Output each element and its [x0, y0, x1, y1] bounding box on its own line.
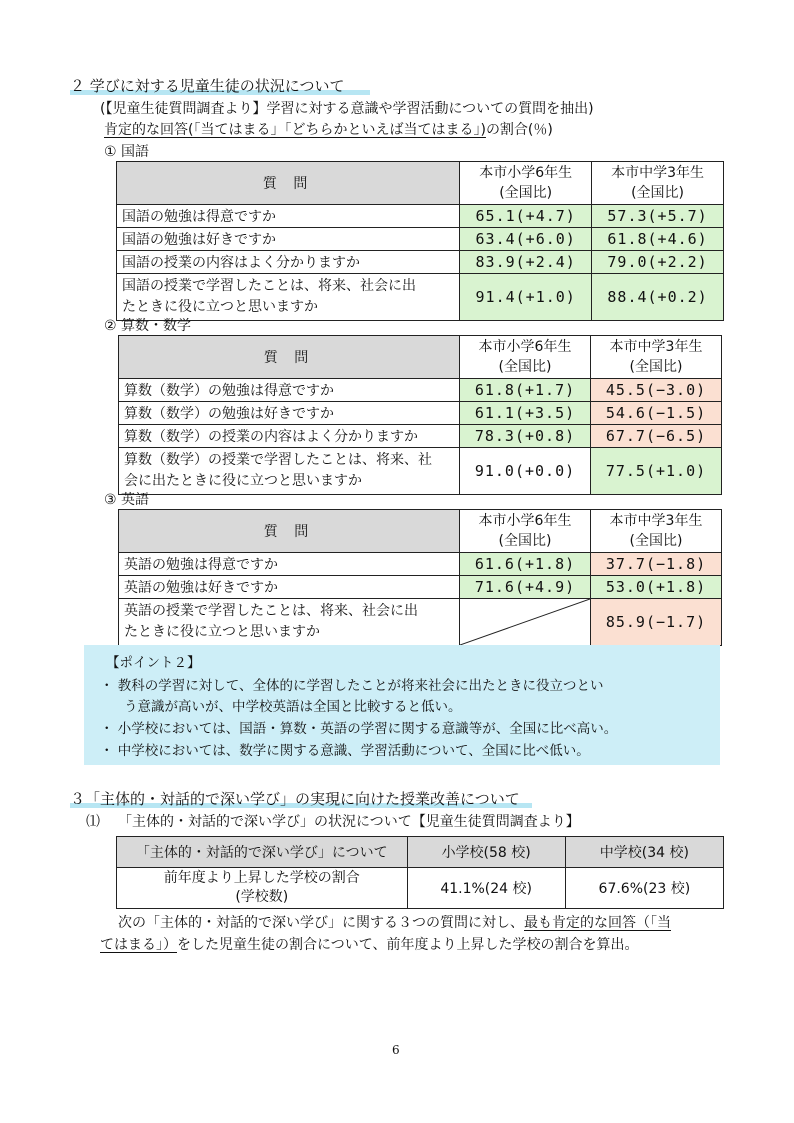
question: 国語の勉強は得意ですか: [117, 205, 460, 228]
elem-value: 61.1(+3.5): [460, 402, 591, 425]
col-topic: 「主体的・対話的で深い学び」について: [117, 837, 408, 868]
section3-sub-number: ⑴: [86, 814, 100, 830]
junior-value: 85.9(−1.7): [591, 599, 722, 646]
page-number: 6: [392, 1043, 400, 1057]
col-elem: 本市小学6年生 (全国比): [460, 336, 591, 379]
junior-value: 79.0(+2.2): [592, 251, 724, 274]
point-box: [84, 645, 720, 765]
junior-value: 54.6(−1.5): [591, 402, 722, 425]
col-junior: 本市中学3年生 (全国比): [591, 336, 722, 379]
junior-value: 37.7(−1.8): [591, 553, 722, 576]
table-row: [119, 599, 722, 646]
section3-subtitle: 「主体的・対話的で深い学び」の状況について【児童生徒質問調査より】: [118, 814, 580, 830]
diagonal-line: [460, 599, 590, 645]
elem-value: 78.3(+0.8): [460, 425, 591, 448]
elem-value: 65.1(+4.7): [460, 205, 592, 228]
table-row: [119, 553, 722, 576]
section3-heading: ３「主体的・対話的で深い学び」の実現に向けた授業改善について: [70, 790, 520, 808]
point-bullet-1-cont: う意識が高いが、中学校英語は全国と比較すると低い。: [124, 699, 462, 715]
elem-value: 61.8(+1.7): [460, 379, 591, 402]
col-question: 質 問: [119, 336, 460, 379]
junior-value: 57.3(+5.7): [592, 205, 724, 228]
table-row: [119, 576, 722, 599]
question: 英語の勉強は好きですか: [119, 576, 460, 599]
table-row: [117, 868, 724, 909]
col-question: 質 問: [117, 162, 460, 205]
deep-learning-table: [116, 836, 724, 909]
question: 英語の授業で学習したことは、将来、社会に出 たときに役に立つと思いますか: [119, 599, 460, 646]
table-row: [117, 274, 724, 321]
table-row: [119, 448, 722, 495]
junior-value: 77.5(+1.0): [591, 448, 722, 495]
paragraph-underlined-1: 最も肯定的な回答（「当: [524, 915, 671, 931]
math-label: ② 算数・数学: [104, 318, 192, 334]
question: 英語の勉強は得意ですか: [119, 553, 460, 576]
junior-value: 67.7(−6.5): [591, 425, 722, 448]
junior-value: 45.5(−3.0): [591, 379, 722, 402]
elem-value: 71.6(+4.9): [460, 576, 591, 599]
table-row: [117, 205, 724, 228]
paragraph-line-2: てはまる」）をした児童生徒の割合について、前年度より上昇した学校の割合を算出。: [100, 937, 639, 953]
question: 算数（数学）の授業の内容はよく分かりますか: [119, 425, 460, 448]
col-elem: 本市小学6年生 (全国比): [460, 510, 591, 553]
ratio-note-rest: の割合(％): [485, 122, 553, 138]
question: 国語の授業の内容はよく分かりますか: [117, 251, 460, 274]
point-title: 【ポイント２】: [106, 655, 201, 671]
ratio-note-underlined: 肯定的な回答(「当てはまる」「どちらかといえば当てはまる」): [104, 122, 486, 138]
elem-value: 91.4(+1.0): [460, 274, 592, 321]
elem-value: 83.9(+2.4): [460, 251, 592, 274]
english-label: ③ 英語: [104, 492, 150, 508]
col-question: 質 問: [119, 510, 460, 553]
japanese-table: [116, 161, 724, 321]
junior-value: 61.8(+4.6): [592, 228, 724, 251]
point-bullet-3: ・ 中学校においては、数学に関する意識、学習活動について、全国に比べ低い。: [100, 743, 590, 759]
junior-value: 88.4(+0.2): [592, 274, 724, 321]
elem-value: 91.0(+0.0): [460, 448, 591, 495]
paragraph-line-1: 次の「主体的・対話的で深い学び」に関する３つの質問に対し、最も肯定的な回答（「当: [118, 915, 671, 931]
table-row: [117, 251, 724, 274]
japanese-label: ① 国語: [104, 144, 150, 160]
col-elem: 小学校(58 校): [407, 837, 565, 868]
question: 国語の勉強は好きですか: [117, 228, 460, 251]
col-junior: 本市中学3年生 (全国比): [592, 162, 724, 205]
table-row: [119, 402, 722, 425]
math-table: [118, 335, 722, 495]
point-bullet-2: ・ 小学校においては、国語・算数・英語の学習に関する意識等が、全国に比べ高い。: [100, 721, 618, 737]
point-bullet-1: ・ 教科の学習に対して、全体的に学習したことが将来社会に出たときに役立つとい: [100, 678, 604, 694]
question: 算数（数学）の授業で学習したことは、将来、社 会に出たときに役に立つと思いますか: [119, 448, 460, 495]
col-junior: 本市中学3年生 (全国比): [591, 510, 722, 553]
ratio-note: [104, 119, 553, 139]
table-row: [119, 379, 722, 402]
col-elem: 本市小学6年生 (全国比): [460, 162, 592, 205]
col-junior: 中学校(34 校): [565, 837, 723, 868]
question: 国語の授業で学習したことは、将来、社会に出 たときに役に立つと思いますか: [117, 274, 460, 321]
question: 算数（数学）の勉強は好きですか: [119, 402, 460, 425]
junior-value: 67.6%(23 校): [565, 868, 723, 909]
elem-value: 41.1%(24 校): [407, 868, 565, 909]
question: 算数（数学）の勉強は得意ですか: [119, 379, 460, 402]
section2-subtitle: (【児童生徒質問調査より】学習に対する意識や学習活動についての質問を抽出): [100, 101, 594, 117]
english-table: [118, 509, 722, 646]
row-label: 前年度より上昇した学校の割合 (学校数): [117, 868, 408, 909]
empty-diagonal-cell: [460, 599, 591, 646]
elem-value: 63.4(+6.0): [460, 228, 592, 251]
table-row: [117, 228, 724, 251]
junior-value: 53.0(+1.8): [591, 576, 722, 599]
paragraph-underlined-2: てはまる」）: [100, 937, 177, 953]
section2-heading: ２ 学びに対する児童生徒の状況について: [70, 77, 345, 95]
table-row: [119, 425, 722, 448]
elem-value: 61.6(+1.8): [460, 553, 591, 576]
